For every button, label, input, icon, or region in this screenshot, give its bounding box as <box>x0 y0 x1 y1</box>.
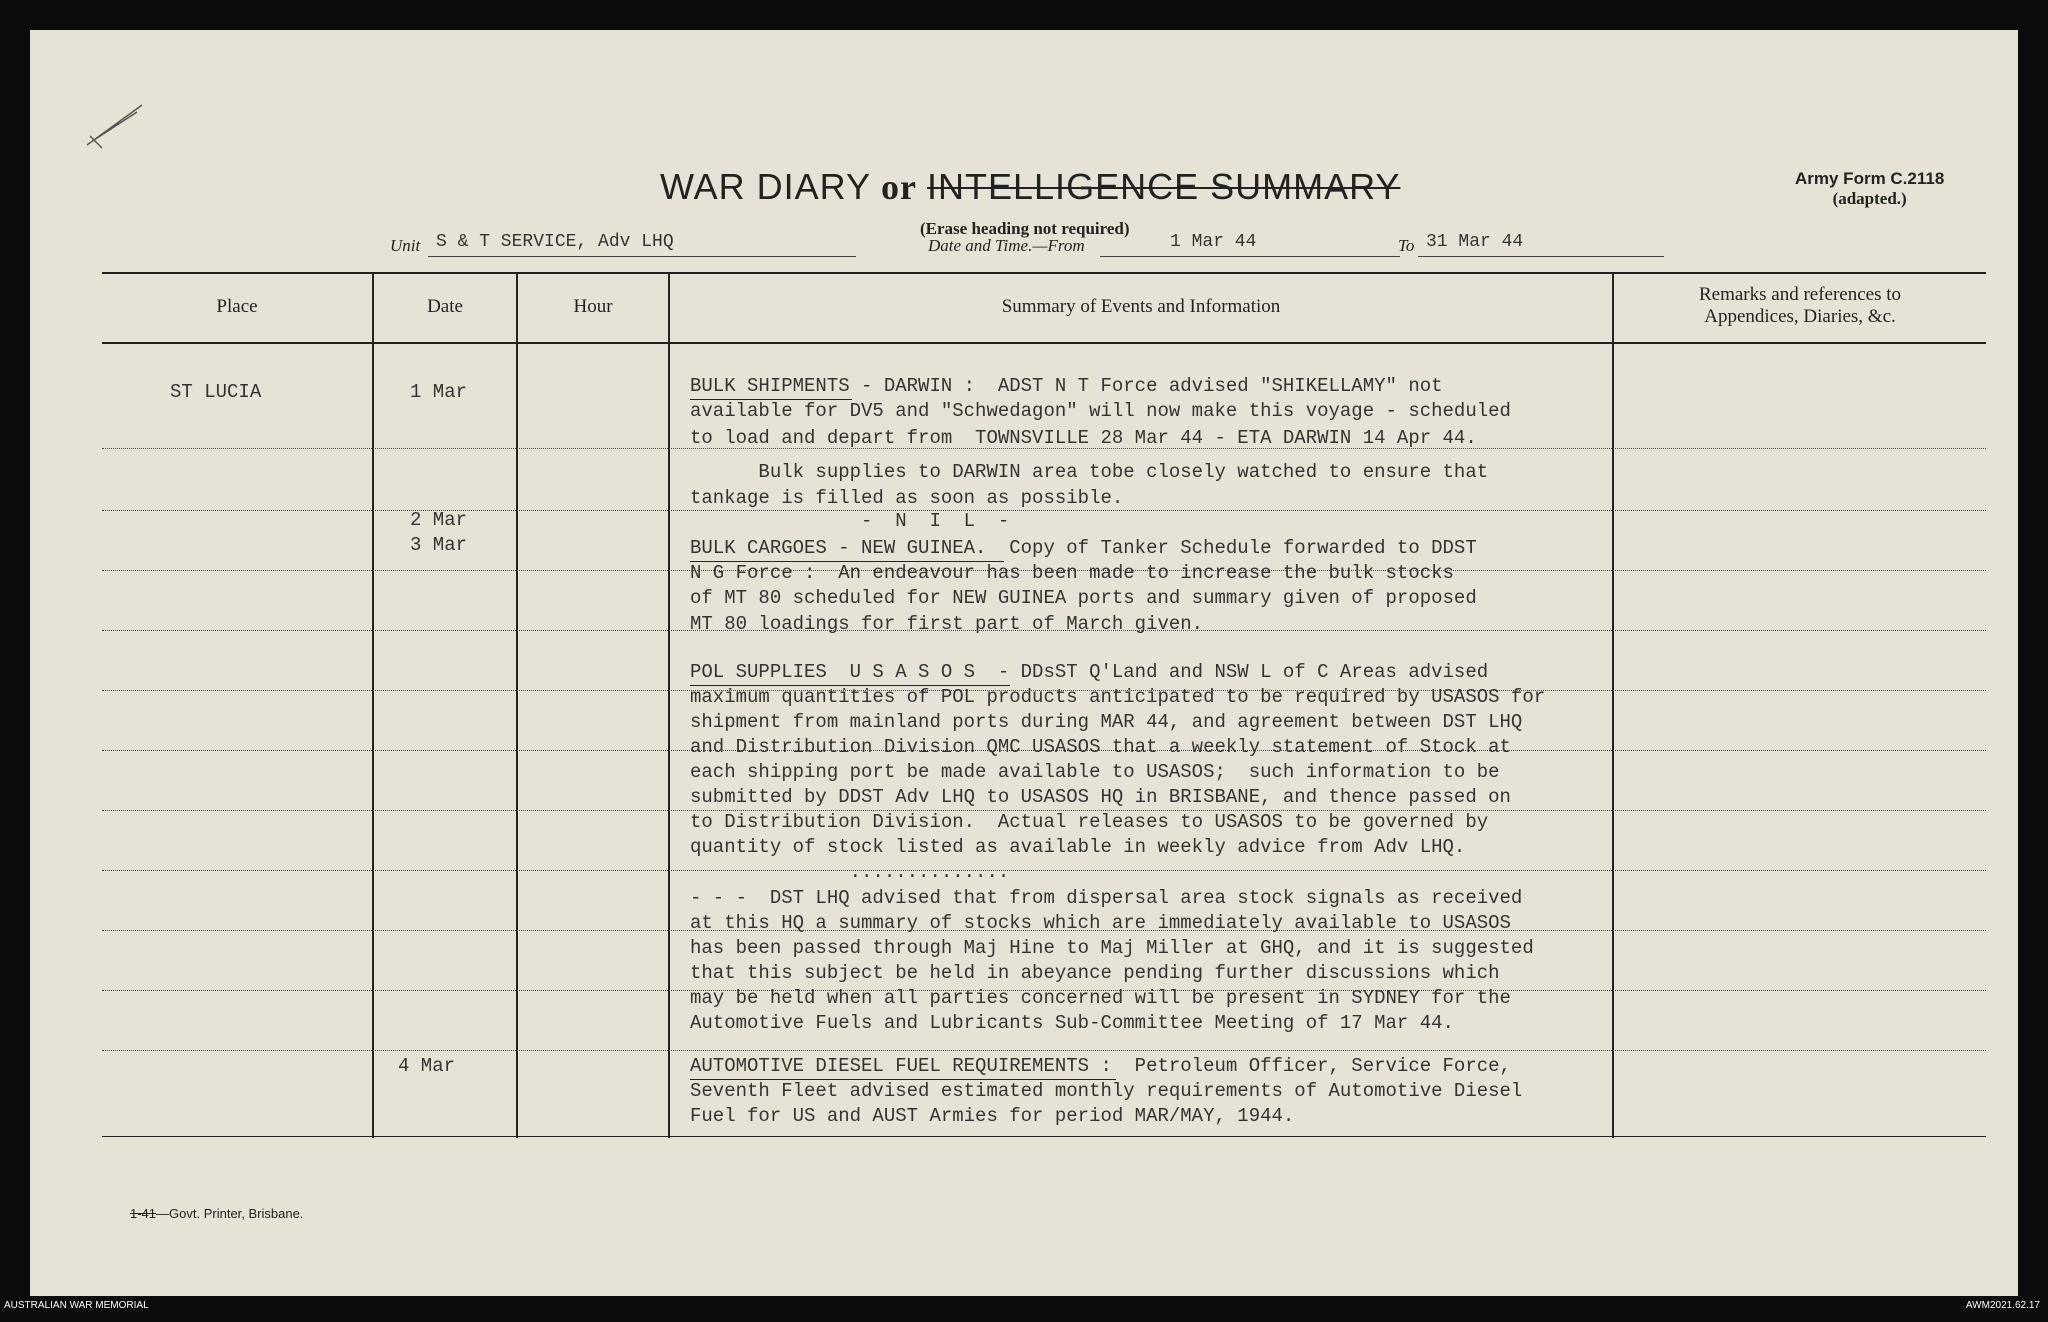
hour-summary-divider <box>668 272 670 1138</box>
date-hour-divider <box>516 272 518 1138</box>
summary-line: - - - DST LHQ advised that from dispersal area stock signals as received <box>690 887 1523 909</box>
printer-imprint <box>130 1206 303 1221</box>
army-form-label <box>1795 169 1944 209</box>
archive-reference: AWM2021.62.17 <box>1965 1300 2040 1311</box>
summary-line: of MT 80 scheduled for NEW GUINEA ports and summary given of proposed <box>690 587 1477 609</box>
summary-line: at this HQ a summary of stocks which are immediately available to USASOS <box>690 912 1511 934</box>
summary-line: may be held when all parties concerned will be present in SYDNEY for the <box>690 987 1511 1009</box>
summary-remarks-divider <box>1612 272 1614 1138</box>
title-or: or <box>881 167 918 207</box>
column-header-hour: Hour <box>573 296 613 317</box>
printer-text: —Govt. Printer, Brisbane. <box>156 1206 304 1221</box>
table-header-border <box>102 342 1986 344</box>
summary-line: BULK CARGOES - NEW GUINEA. Copy of Tanker Schedule forwarded to DDST <box>690 537 1477 559</box>
summary-line: to load and depart from TOWNSVILLE 28 Mar 44 - ETA DARWIN 14 Apr 44. <box>690 427 1477 449</box>
summary-line: POL SUPPLIES U S A S O S - DDsST Q'Land and NSW L of C Areas advised <box>690 661 1489 683</box>
table-bottom-border <box>102 1136 1986 1137</box>
heading-underline <box>690 1079 1116 1080</box>
document-page <box>30 30 2018 1296</box>
summary-line: maximum quantities of POL products anticipated to be required by USASOS for <box>690 686 1546 708</box>
summary-line: Bulk supplies to DARWIN area tobe closely watched to ensure that <box>690 461 1489 483</box>
ruled-line <box>102 870 1986 871</box>
date-4-mar: 4 Mar <box>398 1055 456 1077</box>
summary-line: quantity of stock listed as available in weekly advice from Adv LHQ. <box>690 836 1466 858</box>
unit-label: Unit <box>390 236 421 255</box>
erase-note: (Erase heading not required) <box>920 219 1130 238</box>
title-intelligence-summary: INTELLIGENCE SUMMARY <box>927 166 1401 207</box>
date-1-mar: 1 Mar <box>410 381 468 403</box>
army-form-adapted: (adapted.) <box>1832 189 1907 208</box>
heading-underline <box>690 561 1004 562</box>
unit-value: S & T SERVICE, Adv LHQ <box>436 232 674 252</box>
place-st-lucia: ST LUCIA <box>170 381 262 403</box>
summary-line: shipment from mainland ports during MAR 44, and agreement between DST LHQ <box>690 711 1523 733</box>
heading-underline <box>690 685 1010 686</box>
column-header-summary: Summary of Events and Information <box>1001 296 1281 317</box>
summary-line: Seventh Fleet advised estimated monthly requirements of Automotive Diesel <box>690 1080 1523 1102</box>
to-underline <box>1418 256 1664 257</box>
army-form-number: Army Form C.2118 <box>1795 169 1945 188</box>
summary-line: BULK SHIPMENTS - DARWIN : ADST N T Force advised "SHIKELLAMY" not <box>690 375 1443 397</box>
summary-line: and Distribution Division QMC USASOS that a weekly statement of Stock at <box>690 736 1511 758</box>
summary-line: that this subject be held in abeyance pending further discussions which <box>690 962 1500 984</box>
pencil-mark <box>82 100 152 150</box>
to-date-value: 31 Mar 44 <box>1426 232 1524 252</box>
summary-line: N G Force : An endeavour has been made to increase the bulk stocks <box>690 562 1454 584</box>
date-time-label: Date and Time.—From <box>928 236 1085 255</box>
from-date-value: 1 Mar 44 <box>1170 232 1257 252</box>
from-underline <box>1100 256 1400 257</box>
to-label: To <box>1398 236 1415 255</box>
column-header-remarks <box>1614 284 1986 328</box>
summary-line: Automotive Fuels and Lubricants Sub-Committee Meeting of 17 Mar 44. <box>690 1012 1454 1034</box>
document-title <box>660 166 1400 208</box>
unit-underline <box>428 256 856 257</box>
summary-line: Fuel for US and AUST Armies for period MAR/MAY, 1944. <box>690 1105 1295 1127</box>
summary-line: AUTOMOTIVE DIESEL FUEL REQUIREMENTS : Petroleum Officer, Service Force, <box>690 1055 1511 1077</box>
remarks-header-line-1: Remarks and references to <box>1698 284 1902 305</box>
printer-code: 1-41 <box>130 1206 157 1221</box>
place-date-divider <box>372 272 374 1138</box>
column-header-place: Place <box>216 296 258 317</box>
archive-credit: AUSTRALIAN WAR MEMORIAL <box>4 1300 149 1311</box>
title-war-diary: WAR DIARY <box>660 166 872 207</box>
summary-nil: - N I L - <box>690 510 1010 532</box>
ruled-line <box>102 1050 1986 1051</box>
summary-line: MT 80 loadings for first part of March given. <box>690 613 1204 635</box>
summary-line: available for DV5 and "Schwedagon" will now make this voyage - scheduled <box>690 400 1511 422</box>
remarks-header-line-2: Appendices, Diaries, &c. <box>1704 306 1896 327</box>
summary-line: to Distribution Division. Actual releases to USASOS to be governed by <box>690 811 1489 833</box>
column-header-date: Date <box>427 296 463 317</box>
summary-line: each shipping port be made available to USASOS; such information to be <box>690 761 1500 783</box>
heading-underline <box>690 399 852 400</box>
summary-line: submitted by DDST Adv LHQ to USASOS HQ in BRISBANE, and thence passed on <box>690 786 1511 808</box>
summary-line: tankage is filled as soon as possible. <box>690 487 1124 509</box>
summary-line: has been passed through Maj Hine to Maj Miller at GHQ, and it is suggested <box>690 937 1534 959</box>
date-3-mar: 3 Mar <box>410 534 468 556</box>
table-top-border <box>102 272 1986 274</box>
date-2-mar: 2 Mar <box>410 509 468 531</box>
summary-dots: .............. <box>690 861 1010 883</box>
